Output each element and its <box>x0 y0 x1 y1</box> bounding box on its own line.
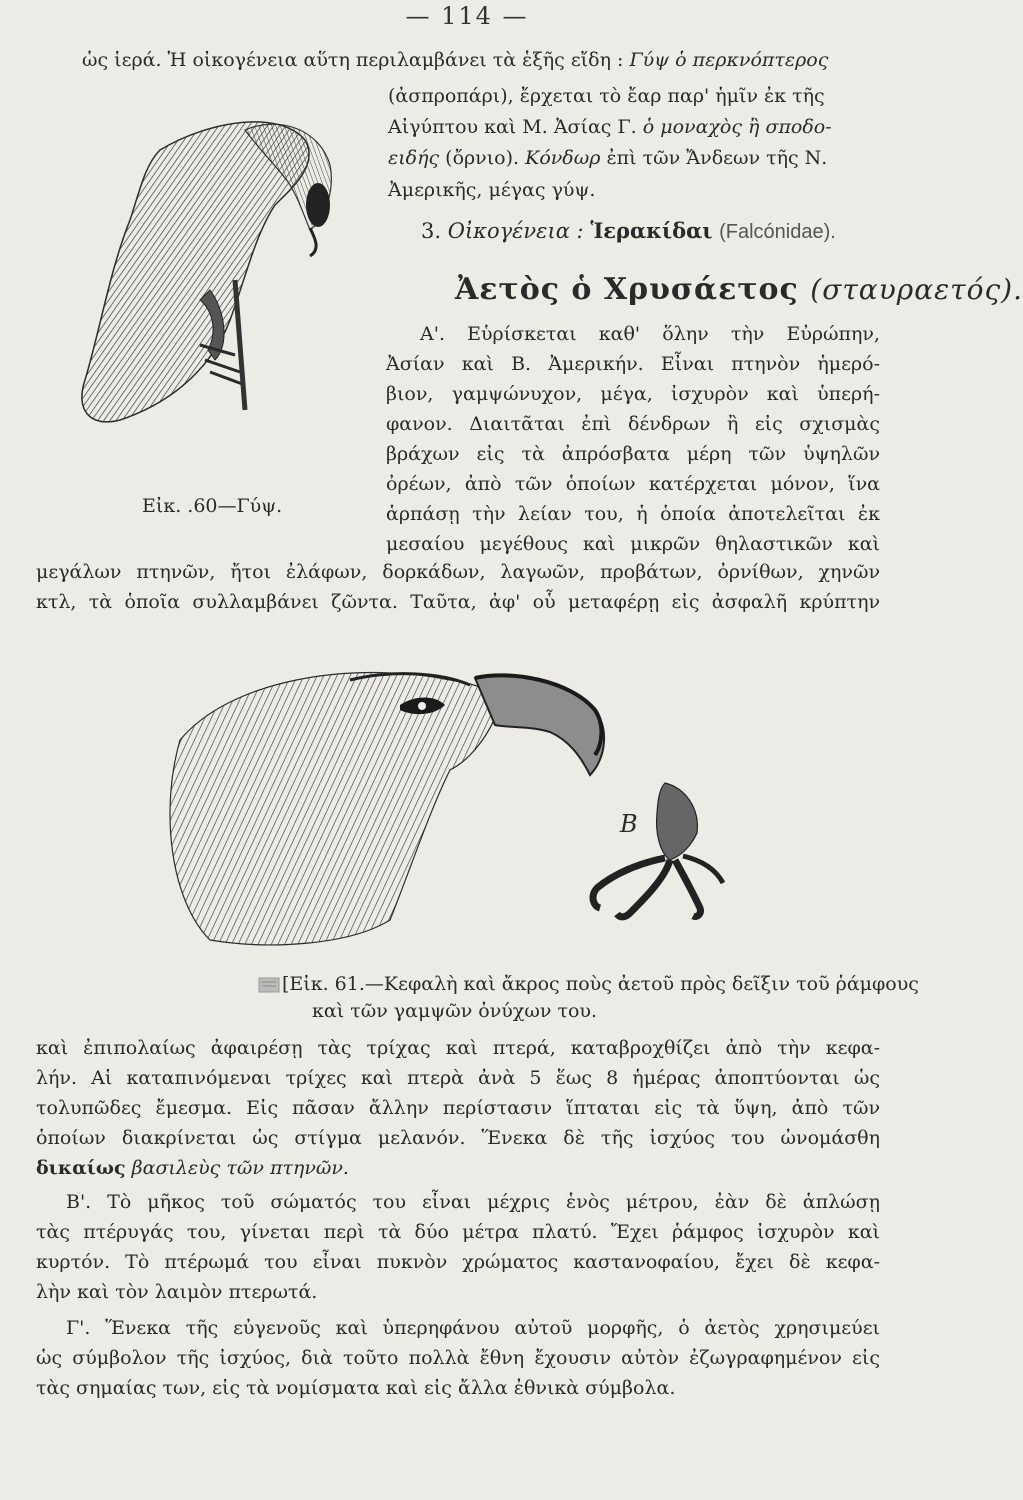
page-number: — 114 — <box>405 2 529 30</box>
text-span: ἐπὶ τῶν Ἄνδεων τῆς Ν. <box>606 147 828 169</box>
eagle-head-illustration <box>150 650 620 950</box>
section-a-line: μεσαίου μεγέθους καὶ μικρῶν θηλαστικῶν καὶ <box>386 533 880 555</box>
species-subtitle: (σταυραετός). <box>810 273 1023 306</box>
section-b-line: Β'. Τὸ μῆκος τοῦ σώματός του εἶναι μέχρις ἑνὸς μέτρου, ἐὰν δὲ ἁπλώσῃ <box>66 1191 880 1213</box>
section-b-line: λὴν καὶ τὸν λαιμὸν πτερωτά. <box>36 1281 318 1303</box>
text-span: (ὄρνιο). <box>445 147 520 169</box>
section-c-line: Γ'. Ἕνεκα τῆς εὐγενοῦς καὶ ὑπερηφάνου αὐτοῦ μορφῆς, ὁ ἀετὸς χρησιμεύει <box>66 1317 880 1339</box>
section-a-line: φανον. Διαιτᾶται ἐπὶ δένδρων ἢ εἰς σχισμὰς <box>386 413 880 435</box>
body-line: καὶ ἐπιπολαίως ἀφαιρέσῃ τὰς τρίχας καὶ πτερά, καταβροχθίζει ἀπὸ τὴν κεφα- <box>36 1037 880 1059</box>
figure-61-caption-cont: καὶ τῶν γαμψῶν ὀνύχων του. <box>312 1000 597 1022</box>
text-line <box>388 146 827 170</box>
section-a-line: ἁρπάσῃ τὴν λείαν του, ἡ ὁποία ἀποτελεῖται ἐκ <box>386 503 880 525</box>
text-span: Αἰγύπτου καὶ Μ. Ἀσίας Γ. <box>388 116 637 138</box>
species-title: Ἀετὸς ὁ Χρυσάετος <box>455 272 799 307</box>
italic-term: Κόνδωρ <box>525 147 601 169</box>
family-heading <box>421 218 836 244</box>
section-c-line: ὡς σύμβολον τῆς ἰσχύος, διὰ τοῦτο πολλὰ ἔθνη ἔχουσιν αὐτὸν ἐζωγραφημένον εἰς <box>36 1347 880 1369</box>
printer-mark-icon <box>258 976 280 994</box>
section-a-line: βράχων εἰς τὰ ἀπρόσβατα μέρη τῶν ὑψηλῶν <box>386 443 880 465</box>
body-line: λήν. Αἱ καταπινόμεναι τρίχες καὶ πτερὰ ἀνὰ 5 ἕως 8 ἡμέρας ἀποπτύονται ὡς <box>36 1067 880 1089</box>
family-number: 3. <box>421 219 442 243</box>
vulture-illustration <box>40 110 350 440</box>
body-line <box>36 1156 349 1180</box>
text-span: δικαίως <box>36 1157 126 1179</box>
text-line <box>82 48 828 72</box>
text-line: Ἀμερικῆς, μέγας γύψ. <box>388 179 596 201</box>
figure-60-caption: Εἰκ. .60—Γύψ. <box>142 495 283 517</box>
section-b-line: τὰς πτέρυγάς του, γίνεται περὶ τὰ δύο μέτρα πλατύ. Ἔχει ῥάμφος ἰσχυρὸν καὶ <box>36 1221 880 1243</box>
italic-term: βασιλεὺς τῶν πτηνῶν. <box>131 1157 349 1179</box>
family-name: Ἱερακίδαι <box>590 218 713 243</box>
species-heading <box>455 272 1023 307</box>
section-b-line: κυρτόν. Τὸ πτέρωμά του εἶναι πυκνὸν χρώματος καστανοφαίου, ἔχει δὲ κεφα- <box>36 1251 880 1273</box>
italic-term: ειδής <box>388 147 440 169</box>
text-line <box>388 115 832 139</box>
section-a-line: Ἀσίαν καὶ Β. Ἀμερικήν. Εἶναι πτηνὸν ἡμερό- <box>386 353 880 375</box>
section-c-line: τὰς σημαίας των, εἰς τὰ νομίσματα καὶ εἰς ἄλλα ἐθνικὰ σύμβολα. <box>36 1377 676 1399</box>
body-line: μεγάλων πτηνῶν, ἤτοι ἐλάφων, δορκάδων, λαγωῶν, προβάτων, ὀρνίθων, χηνῶν <box>36 561 880 583</box>
section-a-line: βιον, γαμψώνυχον, μέγα, ἰσχυρὸν καὶ ὑπερή- <box>386 383 880 405</box>
body-line: τολυπῶδες ἔμεσμα. Εἰς πᾶσαν ἄλλην περίστασιν ἵπταται εἰς τὰ ὕψη, ἀπὸ τῶν <box>36 1097 880 1119</box>
body-line: κτλ, τὰ ὁποῖα συλλαμβάνει ζῶντα. Ταῦτα, ἀφ' οὗ μεταφέρῃ εἰς ἀσφαλῆ κρύπτην <box>36 591 880 613</box>
section-a-line: Α'. Εὑρίσκεται καθ' ὅλην τὴν Εὐρώπην, <box>420 323 880 345</box>
figure-label-b: B <box>620 810 638 838</box>
italic-term: ὁ μοναχὸς ἢ σποδο- <box>642 116 832 138</box>
eagle-foot-illustration <box>575 778 735 928</box>
text-line: (ἀσπροπάρι), ἔρχεται τὸ ἔαρ παρ' ἡμῖν ἐκ τῆς <box>388 85 825 107</box>
italic-term: Γύψ ὁ περκνόπτερος <box>629 49 829 71</box>
family-latin-name: (Falcónidae). <box>719 221 836 243</box>
family-label: Οἰκογένεια : <box>447 219 584 243</box>
text-span: ὡς ἱερά. Ἡ οἰκογένεια αὕτη περιλαμβάνει τὰ ἑξῆς εἴδη : <box>82 49 624 71</box>
section-a-line: ὀρέων, ἀπὸ τῶν ὁποίων κατέρχεται μόνον, ἵνα <box>386 473 880 495</box>
body-line: ὁποίων διακρίνεται ὡς στίγμα μελανόν. Ἕνεκα δὲ τῆς ἰσχύος του ὠνομάσθη <box>36 1127 880 1149</box>
figure-61-caption: [Εἰκ. 61.—Κεφαλὴ καὶ ἄκρος ποὺς ἀετοῦ πρὸς δεῖξιν τοῦ ῥάμφους <box>282 973 919 995</box>
